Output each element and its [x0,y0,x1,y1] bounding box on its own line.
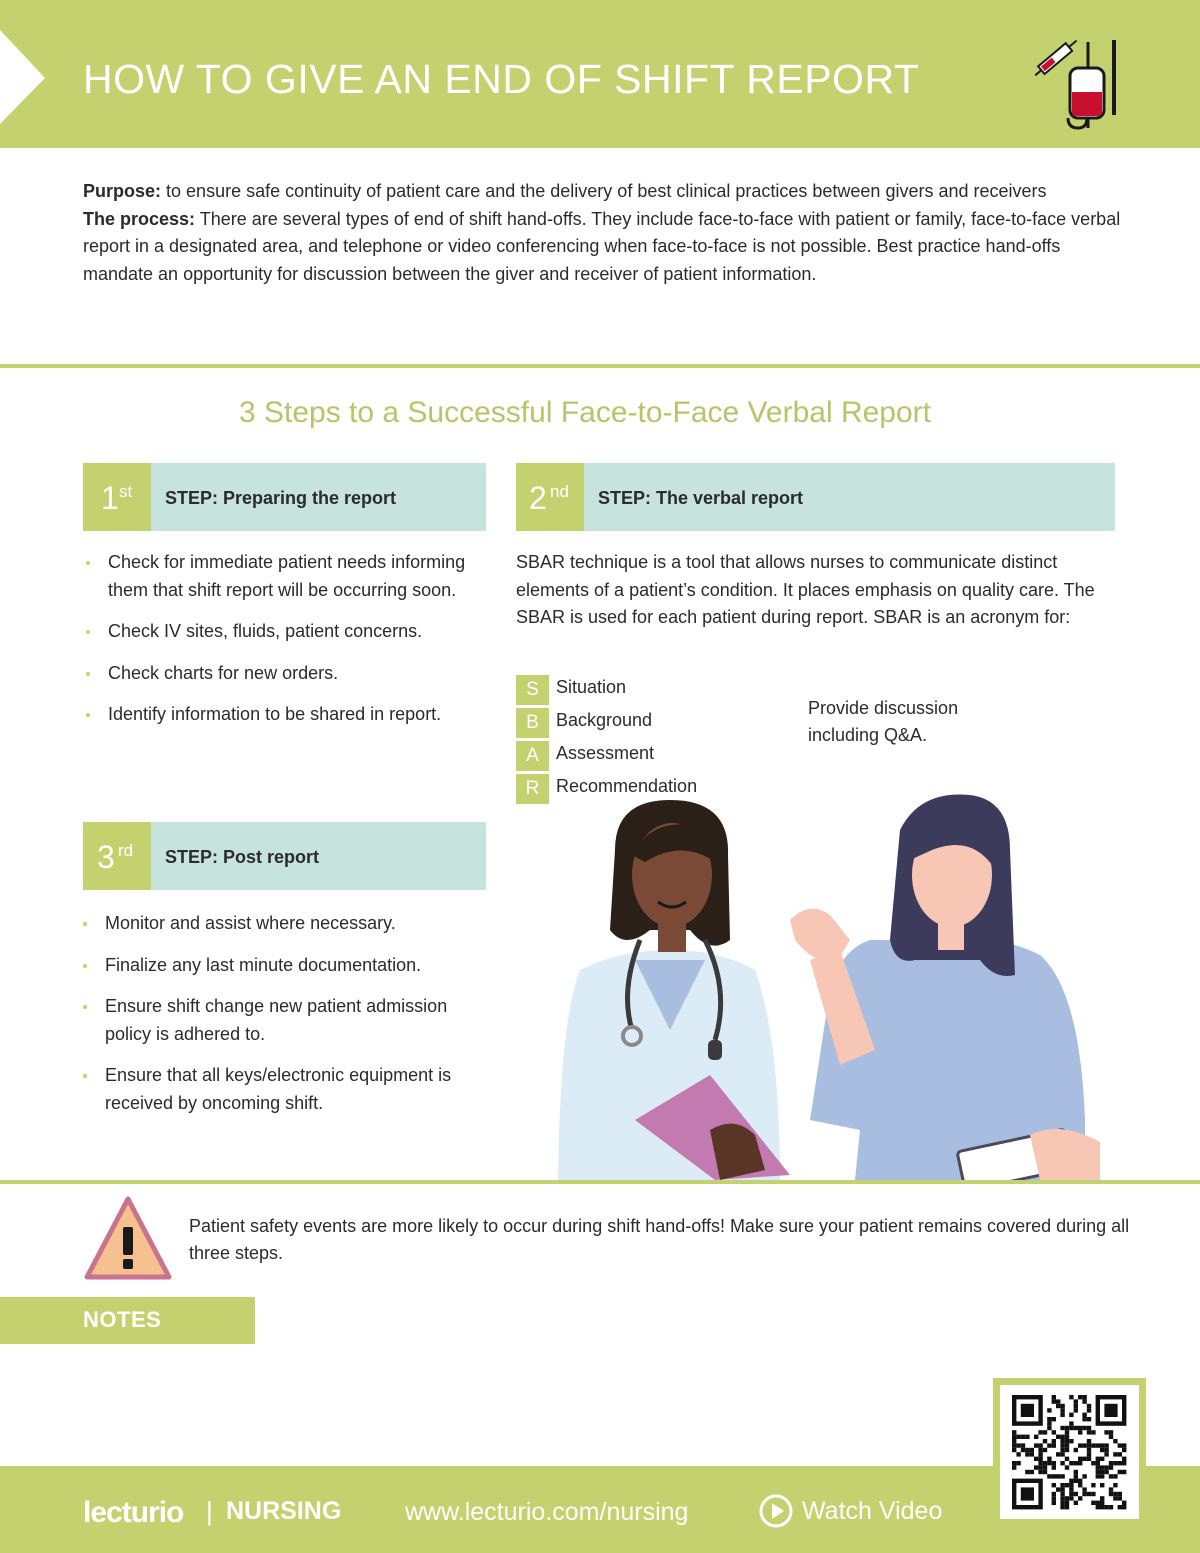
notes-header [0,1297,255,1344]
list-item [80,952,485,980]
header-banner [0,0,1200,148]
list-item [80,910,485,938]
page-title: HOW TO GIVE AN END OF SHIFT REPORT [83,56,920,102]
step3-number-badge [83,822,151,890]
purpose-paragraph [83,178,1123,206]
list-item-text: Monitor and assist where necessary. [105,913,396,933]
watch-video-link[interactable]: Watch Video [802,1497,943,1525]
step1-number: 1 [101,480,119,516]
process-text: There are several types of end of shift hand-offs. They include face-to-face with patient or family, face-to-face verbal report in a designated area, and telephone or video conferencing when face-to-face is not possible. Best practice hand-offs mandate an opportunity for discussion between the giver and receiver of patient information. [83,208,1121,284]
warning-triangle-icon [83,1195,173,1281]
step3-list [80,910,485,1131]
list-item [80,993,485,1048]
sbar-description: SBAR technique is a tool that allows nurses to communicate distinct elements of a patient’s condition. It places emphasis on quality care. The SBAR is used for each patient during report. SBAR is an acronym for: [516,552,1095,627]
list-item [80,1062,485,1117]
intro-section [83,178,1123,288]
step2-number: 2 [529,480,547,516]
sbar-word: Situation [556,677,627,697]
warning-text: Patient safety events are more likely to occur during shift hand-offs! Make sure your patient remains covered during all three steps. [189,1216,1130,1263]
purpose-label: Purpose: [83,181,162,201]
bullet-dot [86,672,90,676]
bullet-dot [83,922,87,926]
play-icon[interactable] [758,1493,794,1529]
qr-code-icon[interactable] [1000,1385,1139,1519]
brand-separator: | [206,1496,213,1526]
qr-code-background [1000,1385,1139,1519]
bullet-dot [83,1005,87,1009]
bullet-dot [86,713,90,717]
list-item [83,660,483,688]
list-item-text: Check charts for new orders. [108,662,339,683]
step1-header [83,463,486,531]
step3-label: STEP: Post report [165,847,320,867]
list-item-text: Check IV sites, fluids, patient concerns. [108,621,423,641]
step1-suffix: st [119,482,133,501]
footer-url-link[interactable]: www.lecturio.com/nursing [405,1498,689,1526]
step3-number: 3 [97,839,115,875]
step2-number-badge [516,463,584,531]
step2-label: STEP: The verbal report [598,488,804,508]
step1-label: STEP: Preparing the report [165,488,397,508]
step2-header [516,463,1115,531]
iv-bag-syringe-icon [1030,30,1125,130]
bullet-dot [83,964,87,968]
sbar-letter: R [516,774,549,804]
bullet-dot [83,1074,87,1078]
process-paragraph [83,206,1123,289]
discussion-note: Provide discussion including Q&A. [808,698,959,745]
lecturio-logo[interactable]: lecturio [83,1496,184,1529]
header-arrow-icon [0,0,50,148]
list-item-text: Identify information to be shared in report. [108,704,442,724]
list-item [83,618,483,646]
step2-suffix: nd [550,482,569,501]
sbar-letter: B [516,708,549,738]
brand-nursing: NURSING [226,1497,342,1525]
process-label: The process: [83,208,196,229]
qr-code-frame [993,1378,1146,1526]
step1-number-badge [83,463,151,531]
sbar-word: Assessment [556,743,655,763]
sbar-word: Background [556,710,653,730]
sbar-letter: A [516,741,549,771]
divider-bottom [0,1180,1200,1184]
step3-header [83,822,486,890]
sbar-word: Recommendation [556,776,698,796]
list-item-text: Check for immediate patient needs informing them that shift report will be occurring soon. [108,552,466,600]
bullet-dot [86,630,90,634]
step3-suffix: rd [118,841,134,860]
nurses-illustration [540,790,1100,1180]
sbar-letter: S [516,675,549,705]
bullet-dot [86,561,90,565]
list-item-text: Finalize any last minute documentation. [105,954,422,975]
list-item-text: Ensure shift change new patient admission policy is adhered to. [105,996,448,1044]
list-item-text: Ensure that all keys/electronic equipment is received by oncoming shift. [105,1065,452,1113]
steps-title: 3 Steps to a Successful Face-to-Face Verbal Report [238,396,931,429]
list-item [83,549,483,604]
step1-list [83,549,483,743]
notes-label: NOTES [83,1307,162,1332]
divider-top [0,364,1200,368]
list-item [83,701,483,729]
purpose-text: to ensure safe continuity of patient care and the delivery of best clinical practices between givers and receivers [166,181,1047,201]
